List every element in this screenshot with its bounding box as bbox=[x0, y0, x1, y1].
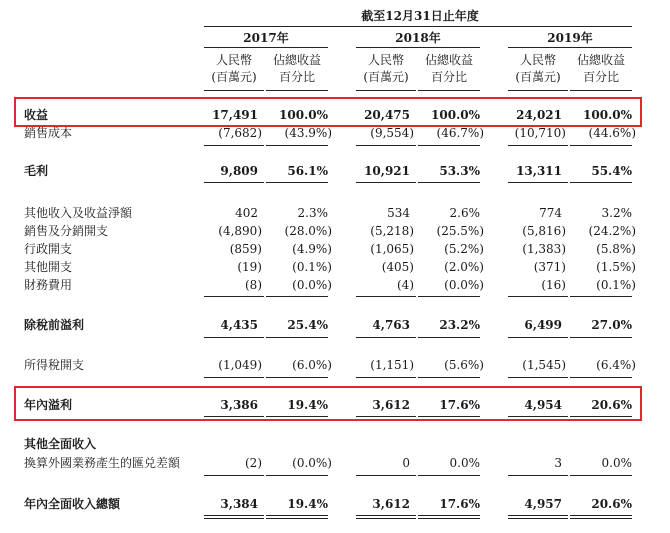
cell: 9,809 bbox=[220, 164, 258, 178]
cell: 100.0% bbox=[431, 108, 480, 122]
cell: (5.6%) bbox=[444, 358, 484, 372]
cell: 2.3% bbox=[297, 206, 328, 220]
cell: 4,763 bbox=[372, 318, 410, 332]
cell: (5.2%) bbox=[444, 242, 484, 256]
subhdr-rule bbox=[418, 90, 480, 91]
row-label-total-comprehensive-income: 年內全面收入總額 bbox=[24, 497, 121, 511]
row-label-other-expenses: 其他開支 bbox=[24, 260, 73, 274]
subtotal-rule bbox=[508, 377, 568, 378]
cell: 3,384 bbox=[220, 497, 258, 511]
cell: 19.4% bbox=[287, 398, 328, 412]
subtotal-rule bbox=[266, 475, 328, 476]
subtotal-rule bbox=[418, 377, 480, 378]
cell: 2.6% bbox=[449, 206, 480, 220]
cell: 53.3% bbox=[439, 164, 480, 178]
row-label-revenue: 收益 bbox=[24, 108, 49, 122]
cell: (371) bbox=[533, 260, 566, 274]
cell: 0 bbox=[402, 456, 410, 470]
cell: (0.1%) bbox=[596, 278, 636, 292]
year-2018: 2018年 bbox=[395, 31, 441, 45]
cell: 20,475 bbox=[364, 108, 410, 122]
col-rmb-unit-2018: (百萬元) bbox=[363, 70, 409, 84]
cell: (2.0%) bbox=[444, 260, 484, 274]
highlight-box-profit-for-year bbox=[14, 386, 642, 421]
cell: 3,612 bbox=[372, 497, 410, 511]
subtotal-rule bbox=[356, 475, 416, 476]
col-pct-unit-2018: 百分比 bbox=[430, 70, 467, 84]
subhdr-rule bbox=[266, 90, 328, 91]
subtotal-rule bbox=[266, 337, 328, 338]
subtotal-rule bbox=[418, 337, 480, 338]
subtotal-rule bbox=[266, 145, 328, 146]
subhdr-rule bbox=[204, 90, 264, 91]
subtotal-rule bbox=[570, 145, 632, 146]
cell: (46.7%) bbox=[436, 126, 484, 140]
cell: (16) bbox=[541, 278, 566, 292]
cell: (0.0%) bbox=[444, 278, 484, 292]
cell: (8) bbox=[245, 278, 262, 292]
subtotal-rule bbox=[204, 337, 264, 338]
row-label-exchange-differences: 換算外國業務產生的匯兑差額 bbox=[24, 456, 181, 470]
subtotal-rule bbox=[204, 145, 264, 146]
subtotal-rule bbox=[356, 182, 416, 183]
double-underline bbox=[418, 515, 480, 516]
cell: 17,491 bbox=[212, 108, 258, 122]
cell: (1,545) bbox=[522, 358, 566, 372]
cell: (5,218) bbox=[370, 224, 414, 238]
header-rule bbox=[204, 26, 632, 27]
subtotal-rule bbox=[570, 475, 632, 476]
cell: (28.0%) bbox=[284, 224, 332, 238]
cell: (4,890) bbox=[218, 224, 262, 238]
double-underline bbox=[356, 518, 416, 519]
cell: (1,065) bbox=[370, 242, 414, 256]
col-pct-2017: 佔總收益 bbox=[272, 53, 321, 67]
row-label-profit-for-year: 年內溢利 bbox=[24, 398, 73, 412]
cell: 0.0% bbox=[601, 456, 632, 470]
double-underline bbox=[418, 518, 480, 519]
col-rmb-2019: 人民幣 bbox=[519, 53, 556, 67]
cell: (9,554) bbox=[370, 126, 414, 140]
subtotal-rule bbox=[508, 296, 568, 297]
cell: 23.2% bbox=[439, 318, 480, 332]
subtotal-rule bbox=[570, 182, 632, 183]
cell: 6,499 bbox=[524, 318, 562, 332]
cell: (6.0%) bbox=[292, 358, 332, 372]
double-underline bbox=[266, 515, 328, 516]
cell: 10,921 bbox=[364, 164, 410, 178]
subhdr-rule bbox=[570, 90, 632, 91]
cell: 20.6% bbox=[591, 497, 632, 511]
cell: (0.0%) bbox=[292, 456, 332, 470]
cell: (405) bbox=[381, 260, 414, 274]
subtotal-rule bbox=[570, 337, 632, 338]
subtotal-rule bbox=[418, 145, 480, 146]
double-underline bbox=[204, 518, 264, 519]
double-underline bbox=[508, 515, 568, 516]
cell: 55.4% bbox=[591, 164, 632, 178]
cell: 100.0% bbox=[583, 108, 632, 122]
cell: (4) bbox=[397, 278, 414, 292]
cell: 19.4% bbox=[287, 497, 328, 511]
subtotal-rule bbox=[356, 296, 416, 297]
subtotal-rule bbox=[356, 145, 416, 146]
cell: 4,954 bbox=[524, 398, 562, 412]
cell: (859) bbox=[229, 242, 262, 256]
cell: (6.4%) bbox=[596, 358, 636, 372]
double-underline bbox=[570, 515, 632, 516]
subtotal-rule bbox=[508, 475, 568, 476]
double-underline bbox=[204, 515, 264, 516]
row-label-cost-of-sales: 銷售成本 bbox=[24, 126, 73, 140]
cell: 4,957 bbox=[524, 497, 562, 511]
cell: (1,383) bbox=[522, 242, 566, 256]
cell: (4.9%) bbox=[292, 242, 332, 256]
cell: 3,612 bbox=[372, 398, 410, 412]
subtotal-rule bbox=[356, 377, 416, 378]
cell: 402 bbox=[235, 206, 258, 220]
subtotal-rule bbox=[266, 296, 328, 297]
cell: (1,049) bbox=[218, 358, 262, 372]
subtotal-rule bbox=[418, 296, 480, 297]
cell: 3.2% bbox=[601, 206, 632, 220]
subtotal-rule bbox=[418, 182, 480, 183]
col-pct-2019: 佔總收益 bbox=[576, 53, 625, 67]
cell: 27.0% bbox=[591, 318, 632, 332]
period-title: 截至12月31日止年度 bbox=[361, 9, 479, 23]
subtotal-rule bbox=[204, 182, 264, 183]
cell: 3 bbox=[554, 456, 562, 470]
double-underline bbox=[570, 518, 632, 519]
subtotal-rule bbox=[508, 145, 568, 146]
cell: (25.5%) bbox=[436, 224, 484, 238]
subtotal-rule bbox=[204, 475, 264, 476]
cell: 17.6% bbox=[439, 497, 480, 511]
subtotal-rule bbox=[204, 296, 264, 297]
subtotal-rule bbox=[418, 475, 480, 476]
col-pct-2018: 佔總收益 bbox=[424, 53, 473, 67]
double-underline bbox=[356, 515, 416, 516]
cell: 534 bbox=[387, 206, 410, 220]
row-label-other-comprehensive-income: 其他全面收入 bbox=[24, 437, 97, 451]
highlight-box-revenue bbox=[14, 97, 642, 127]
cell: (0.1%) bbox=[292, 260, 332, 274]
cell: 24,021 bbox=[516, 108, 562, 122]
col-rmb-unit-2019: (百萬元) bbox=[515, 70, 561, 84]
cell: (0.0%) bbox=[292, 278, 332, 292]
year-2019: 2019年 bbox=[547, 31, 593, 45]
cell: (43.9%) bbox=[284, 126, 332, 140]
row-label-selling-expenses: 銷售及分銷開支 bbox=[24, 224, 109, 238]
row-label-profit-before-tax: 除稅前溢利 bbox=[24, 318, 85, 332]
cell: (1.5%) bbox=[596, 260, 636, 274]
cell: 25.4% bbox=[287, 318, 328, 332]
cell: (10,710) bbox=[514, 126, 566, 140]
row-label-other-income: 其他收入及收益淨額 bbox=[24, 206, 133, 220]
cell: (44.6%) bbox=[588, 126, 636, 140]
col-rmb-2017: 人民幣 bbox=[215, 53, 252, 67]
year-2017-rule bbox=[204, 47, 328, 48]
row-label-admin-expenses: 行政開支 bbox=[24, 242, 73, 256]
subtotal-rule bbox=[508, 337, 568, 338]
double-underline bbox=[508, 518, 568, 519]
cell: (5,816) bbox=[522, 224, 566, 238]
cell: 17.6% bbox=[439, 398, 480, 412]
cell: (24.2%) bbox=[588, 224, 636, 238]
double-underline bbox=[266, 518, 328, 519]
row-label-gross-profit: 毛利 bbox=[24, 164, 49, 178]
row-label-income-tax: 所得稅開支 bbox=[24, 358, 85, 372]
subtotal-rule bbox=[508, 182, 568, 183]
cell: 3,386 bbox=[220, 398, 258, 412]
col-pct-unit-2019: 百分比 bbox=[582, 70, 619, 84]
cell: 4,435 bbox=[220, 318, 258, 332]
cell: 0.0% bbox=[449, 456, 480, 470]
subhdr-rule bbox=[356, 90, 416, 91]
cell: 20.6% bbox=[591, 398, 632, 412]
subtotal-rule bbox=[266, 182, 328, 183]
year-2017: 2017年 bbox=[243, 31, 289, 45]
subtotal-rule bbox=[570, 377, 632, 378]
col-rmb-unit-2017: (百萬元) bbox=[211, 70, 257, 84]
subtotal-rule bbox=[356, 337, 416, 338]
cell: (1,151) bbox=[370, 358, 414, 372]
cell: 13,311 bbox=[516, 164, 562, 178]
cell: (7,682) bbox=[218, 126, 262, 140]
cell: 100.0% bbox=[279, 108, 328, 122]
subtotal-rule bbox=[204, 377, 264, 378]
subtotal-rule bbox=[570, 296, 632, 297]
cell: 774 bbox=[539, 206, 562, 220]
subtotal-rule bbox=[266, 377, 328, 378]
cell: (2) bbox=[245, 456, 262, 470]
col-pct-unit-2017: 百分比 bbox=[278, 70, 315, 84]
row-label-finance-costs: 財務費用 bbox=[24, 278, 73, 292]
col-rmb-2018: 人民幣 bbox=[367, 53, 404, 67]
cell: (19) bbox=[237, 260, 262, 274]
cell: (5.8%) bbox=[596, 242, 636, 256]
subhdr-rule bbox=[508, 90, 568, 91]
year-2018-rule bbox=[356, 47, 480, 48]
cell: 56.1% bbox=[287, 164, 328, 178]
year-2019-rule bbox=[508, 47, 632, 48]
